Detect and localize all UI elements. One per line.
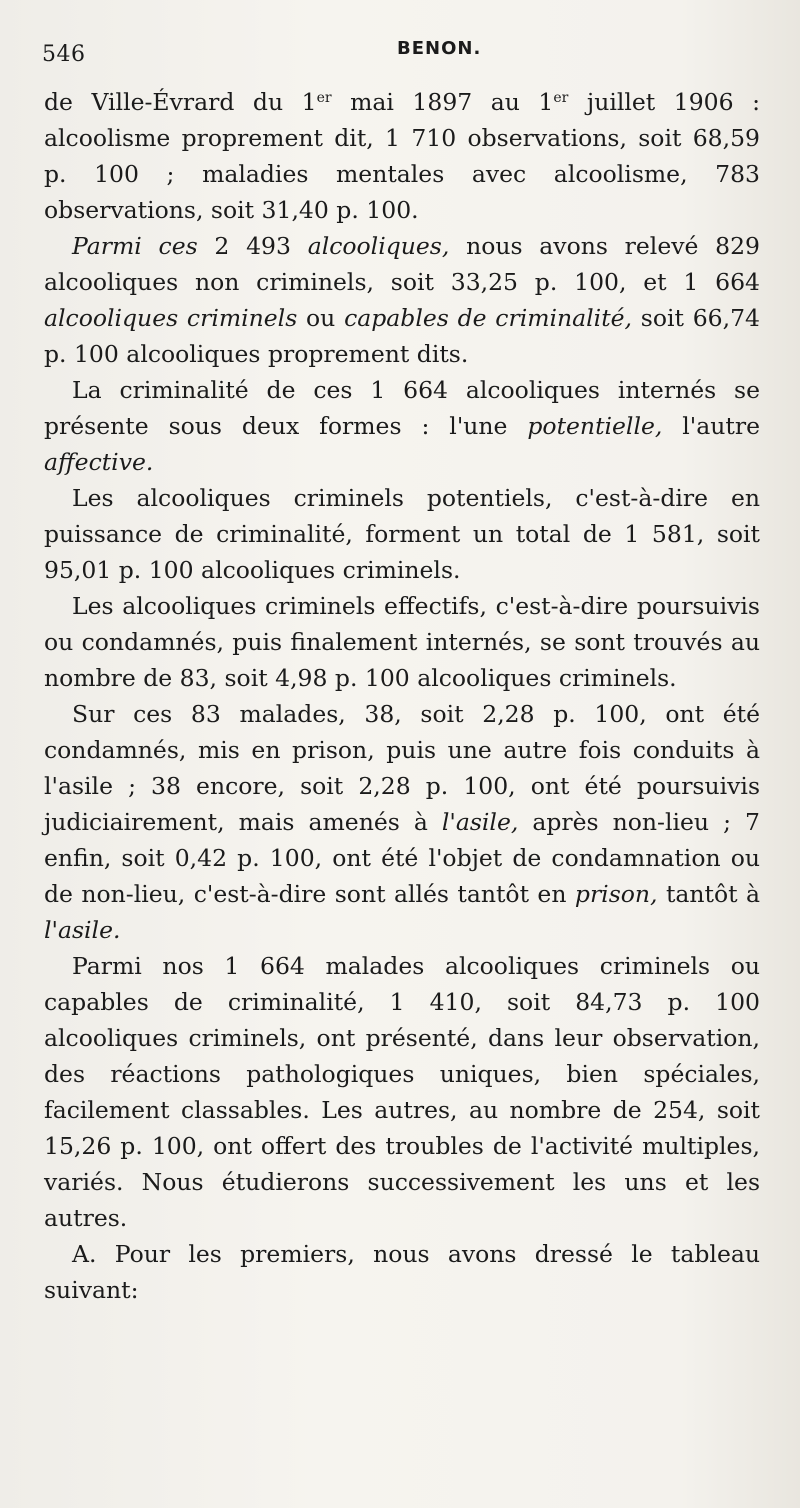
text-run: Sur ces 83 malades, 38, soit 2,28 p. 100, ont été condamnés, mis en prison, puis une autre fois conduits à l'asile ; 38 encore, soit 2,28 p. 100, ont été poursuivis judiciairement, mais amenés à xyxy=(44,700,760,836)
paragraph-3 xyxy=(44,372,760,480)
superscript: er xyxy=(553,90,569,106)
paragraph-2 xyxy=(44,228,760,372)
paragraph-6 xyxy=(44,696,760,948)
text-run: nous avons relevé 829 alcooliques non criminels, soit 33,25 p. 100, et 1 664 xyxy=(44,232,761,296)
text-run: juillet 1906 : alcoolisme proprement dit, 1 710 observations, soit 68,59 p. 100 ; maladies mentales avec alcoolisme, 783 observations, soit 31,40 p. 100. xyxy=(44,88,761,224)
italic-run: potentielle, xyxy=(527,412,663,440)
paragraph-4: Les alcooliques criminels potentiels, c'est-à-dire en puissance de criminalité, forment un total de 1 581, soit 95,01 p. 100 alcooliques criminels. xyxy=(44,484,760,584)
text-run: après non-lieu ; 7 enfin, soit 0,42 p. 100, ont été l'objet de condamnation ou de non-lieu, c'est-à-dire sont allés tantôt en xyxy=(44,808,760,908)
body-text xyxy=(44,80,760,1308)
italic-run: Parmi ces xyxy=(72,232,198,260)
page-number: 546 xyxy=(42,42,86,67)
text-run: l'autre xyxy=(662,412,760,440)
italic-run: affective. xyxy=(44,448,154,476)
paragraph-8: A. Pour les premiers, nous avons dressé le tableau suivant: xyxy=(44,1240,760,1304)
text-run: tantôt à xyxy=(657,880,760,908)
italic-run: prison, xyxy=(574,880,658,908)
page-header xyxy=(42,36,760,76)
text-run: soit 66,74 p. 100 alcooliques proprement dits. xyxy=(44,304,760,368)
italic-run: l'asile, xyxy=(441,808,519,836)
italic-run: l'asile. xyxy=(44,916,121,944)
text-run: de Ville-Évrard du 1 xyxy=(44,88,317,116)
superscript: er xyxy=(316,90,332,106)
text-run: ou xyxy=(297,304,345,332)
paragraph-7: Parmi nos 1 664 malades alcooliques criminels ou capables de criminalité, 1 410, soit 84,73 p. 100 alcooliques criminels, ont présenté, dans leur observation, des réactions pathologiques uniques, bien spéciales, facilement classables. Les autres, au nombre de 254, soit 15,26 p. 100, ont offert des troubles de l'activité multiples, variés. Nous étudierons successivement les uns et les autres. xyxy=(44,952,760,1232)
running-head: BENON. xyxy=(397,38,482,59)
italic-run: alcooliques, xyxy=(307,232,450,260)
text-run: La criminalité de ces 1 664 alcooliques internés se présente sous deux formes : l'une xyxy=(44,376,760,440)
paragraph-1 xyxy=(44,80,760,228)
text-run: mai 1897 au 1 xyxy=(331,88,554,116)
italic-run: capables de criminalité, xyxy=(344,304,633,332)
paragraph-5: Les alcooliques criminels effectifs, c'est-à-dire poursuivis ou condamnés, puis finalement internés, se sont trouvés au nombre de 83, soit 4,98 p. 100 alcooliques criminels. xyxy=(44,592,760,692)
text-run: 2 493 xyxy=(197,232,308,260)
italic-run: alcooliques criminels xyxy=(44,304,298,332)
